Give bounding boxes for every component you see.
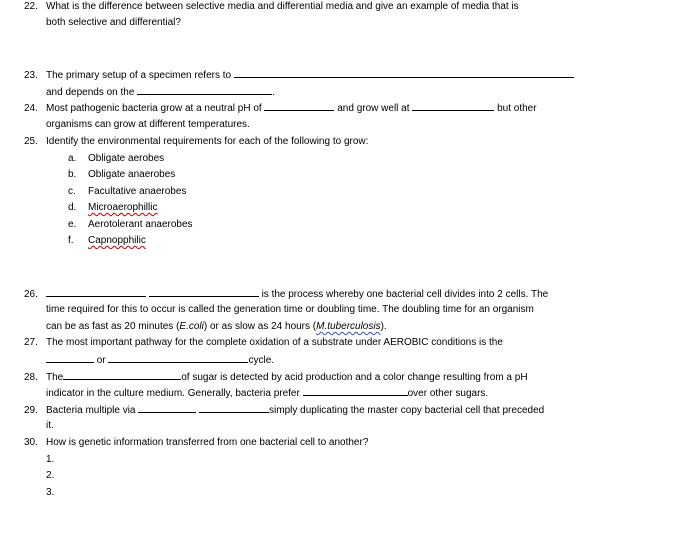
- question-27: [24, 336, 503, 349]
- item-letter: c.: [68, 186, 76, 197]
- question-number: 24.: [24, 103, 38, 114]
- list-item: [68, 152, 164, 165]
- question-27-line2: [46, 353, 274, 367]
- item-letter: f.: [68, 235, 74, 246]
- item-letter: d.: [68, 202, 77, 213]
- organism-name: M.tuberculosis: [316, 321, 381, 332]
- answer-blank[interactable]: [264, 101, 334, 111]
- question-text: The most important pathway for the complete oxidation of a substrate under AEROBIC conditions is the: [46, 337, 503, 348]
- question-text: simply duplicating the master copy bacterial cell that preceded: [269, 405, 545, 416]
- question-text: Identify the environmental requirements for each of the following to grow:: [46, 136, 369, 147]
- question-22: [24, 0, 519, 13]
- question-number: 30.: [24, 437, 38, 448]
- question-text: Bacteria multiple via: [46, 405, 136, 416]
- answer-blank[interactable]: [303, 386, 408, 396]
- question-text: of sugar is detected by acid production and a color change resulting from a pH: [181, 372, 528, 383]
- question-text: but other: [497, 103, 537, 114]
- question-text: What is the difference between selective media and differential media and give an example of media that is: [46, 1, 519, 12]
- question-28: [24, 370, 528, 384]
- question-text: over other sugars.: [407, 388, 489, 399]
- item-letter: b.: [68, 169, 77, 180]
- item-text: Capnopphilic: [88, 235, 146, 246]
- question-text: How is genetic information transferred from one bacterial cell to another?: [46, 437, 369, 448]
- item-text: Obligate aerobes: [88, 153, 165, 164]
- list-item: [68, 218, 193, 231]
- answer-blank[interactable]: [234, 68, 574, 78]
- question-number: 22.: [24, 1, 38, 12]
- question-text: can be as fast as 20 minutes (: [46, 321, 180, 332]
- list-item: [68, 185, 186, 198]
- question-number: 25.: [24, 136, 38, 147]
- question-29-line2: it.: [46, 420, 54, 431]
- answer-blank[interactable]: [138, 403, 196, 413]
- question-26-line3: [46, 320, 387, 333]
- question-text: and grow well at: [337, 103, 410, 114]
- answer-blank[interactable]: [108, 353, 248, 363]
- question-number: 28.: [24, 372, 38, 383]
- answer-blank[interactable]: [46, 287, 146, 297]
- item-text: Aerotolerant anaerobes: [88, 219, 193, 230]
- question-text: ).: [380, 321, 387, 332]
- question-number: 27.: [24, 337, 38, 348]
- item-text: Obligate anaerobes: [88, 169, 176, 180]
- question-29: [24, 403, 544, 417]
- question-text: is the process whereby one bacterial cell divides into 2 cells. The: [261, 289, 549, 300]
- list-item: 2.: [46, 470, 55, 481]
- list-item: 1.: [46, 454, 55, 465]
- item-letter: e.: [68, 219, 77, 230]
- question-text: The primary setup of a specimen refers to: [46, 70, 232, 81]
- question-text: ) or as slow as 24 hours (: [203, 321, 317, 332]
- question-26-line2: time required for this to occur is called the generation time or doubling time. The doubling time for an organism: [46, 304, 534, 315]
- item-text: Facultative anaerobes: [88, 186, 187, 197]
- question-number: 23.: [24, 70, 38, 81]
- item-text: Microaerophillic: [88, 202, 158, 213]
- question-text: The: [46, 372, 64, 383]
- question-23: [24, 68, 574, 82]
- question-number: 29.: [24, 405, 38, 416]
- list-item: [68, 234, 146, 247]
- answer-blank[interactable]: [149, 287, 259, 297]
- list-item: [68, 201, 157, 214]
- question-22-line2: both selective and differential?: [46, 17, 181, 28]
- question-text: and depends on the: [46, 87, 135, 98]
- answer-blank[interactable]: [199, 403, 269, 413]
- question-text: Most pathogenic bacteria grow at a neutral pH of: [46, 103, 262, 114]
- list-item: [68, 168, 175, 181]
- organism-name: E.coli: [179, 321, 204, 332]
- question-25: [24, 135, 368, 148]
- question-text: or: [96, 355, 106, 366]
- answer-blank[interactable]: [137, 85, 272, 95]
- item-letter: a.: [68, 153, 77, 164]
- question-text: indicator in the culture medium. Generally, bacteria prefer: [46, 388, 300, 399]
- question-30: [24, 436, 368, 449]
- answer-blank[interactable]: [63, 370, 181, 380]
- question-23-line2: [46, 85, 275, 99]
- question-text: cycle.: [248, 355, 275, 366]
- question-24-line2: organisms can grow at different temperatures.: [46, 119, 250, 130]
- question-26: [24, 287, 548, 301]
- answer-blank[interactable]: [412, 101, 494, 111]
- list-item: 3.: [46, 487, 55, 498]
- question-28-line2: [46, 386, 488, 400]
- answer-blank[interactable]: [46, 353, 94, 363]
- question-24: [24, 101, 537, 115]
- question-text: .: [272, 87, 275, 98]
- question-number: 26.: [24, 289, 38, 300]
